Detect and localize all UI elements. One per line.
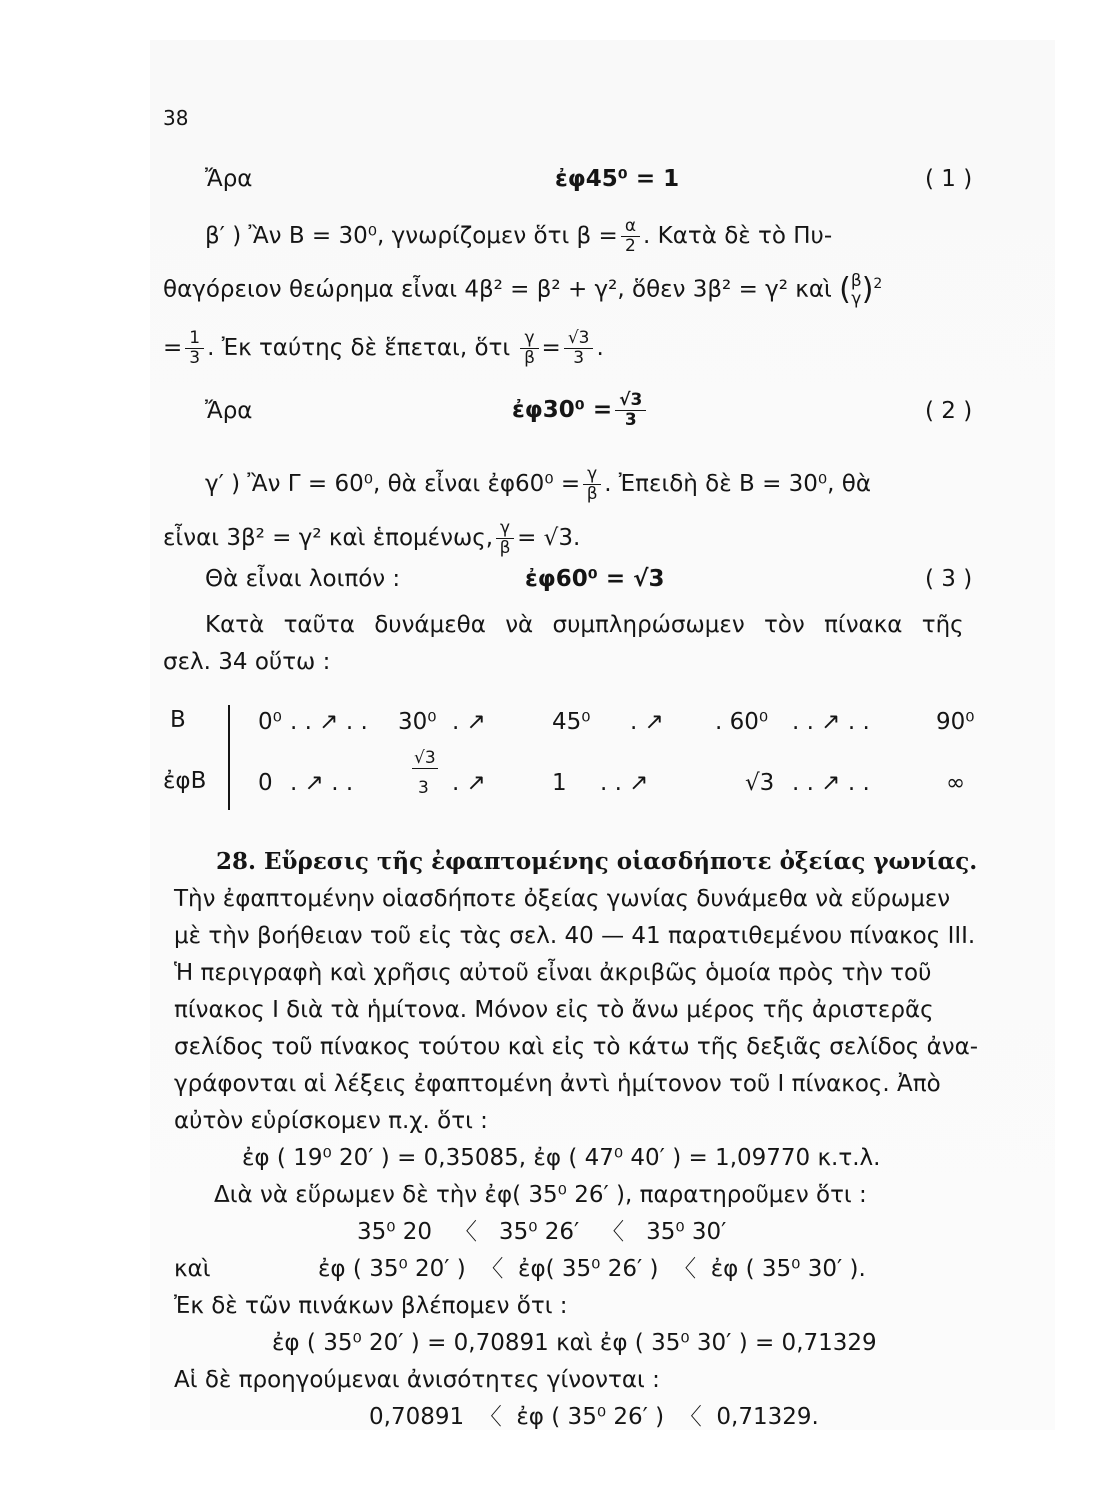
example-line-8: 0,70891 〈 ἐφ ( 35⁰ 26′ ) 〈 0,71329. <box>369 1404 819 1430</box>
frac-num: √3 <box>615 392 646 411</box>
einai-suffix: = √3. <box>517 525 581 551</box>
example-line-4: ἐφ ( 35⁰ 20′ ) 〈 ἐφ( 35⁰ 26′ ) 〈 ἐφ ( 35⁰ 30′ ). <box>318 1256 866 1282</box>
text-line-einai <box>163 520 580 557</box>
cell-arrow-1: . . ↗ . . <box>290 709 368 735</box>
example-line-4-left: καὶ <box>174 1256 211 1282</box>
cell-60deg: . 60⁰ <box>715 709 769 735</box>
eq-sign: = <box>163 335 183 361</box>
cell-arrow-7: . . ↗ <box>600 770 649 796</box>
cell-arrow-2: . ↗ <box>452 709 486 735</box>
exponent: 2 <box>873 275 883 292</box>
para2-line-7: αὐτὸν εὑρίσκομεν π.χ. ὅτι : <box>174 1108 488 1134</box>
fraction-sqrt3-3-b <box>615 392 646 429</box>
cell-45deg: 45⁰ <box>552 709 591 735</box>
example-line-7: Αἱ δὲ προηγούμεναι ἀνισότητες γίνονται : <box>174 1367 660 1393</box>
para2-line-5: σελίδος τοῦ πίνακος τούτου καὶ εἰς τὸ κάτω τῆς δεξιᾶς σελίδος ἀνα- <box>174 1034 979 1060</box>
frac-num: √3 <box>564 330 594 349</box>
cell-tan0: 0 <box>258 770 273 796</box>
table-row-tangents <box>0 748 1095 800</box>
frac-num: γ <box>496 520 514 539</box>
cell-arrow-3: . ↗ <box>630 709 664 735</box>
fraction-gamma-beta-2 <box>583 466 601 503</box>
cell-arrow-4: . . ↗ . . <box>792 709 870 735</box>
cell-arrow-6: . ↗ <box>452 770 486 796</box>
para2-line-4: πίνακος Ι διὰ τὰ ἡμίτονα. Μόνον εἰς τὸ ἄνω μέρος τῆς ἀριστερᾶς <box>174 997 934 1023</box>
cell-arrow-8: . . ↗ . . <box>792 770 870 796</box>
frac-num: 1 <box>185 330 204 349</box>
section-heading <box>216 850 977 873</box>
cell-tan30-den: 3 <box>418 778 429 798</box>
cell-90deg: 90⁰ <box>936 709 975 735</box>
cell-tan90: ∞ <box>946 770 966 796</box>
para1-line-1: Κατὰ ταῦτα δυνάμεθα νὰ συμπληρώσωμεν τὸν πίνακα τῆς <box>205 612 964 638</box>
example-line-3: 35⁰ 20 〈 35⁰ 26′ 〈 35⁰ 30′ <box>357 1219 727 1245</box>
example-line-1: ἐφ ( 19⁰ 20′ ) = 0,35085, ἐφ ( 47⁰ 40′ ) = 1,09770 κ.τ.λ. <box>242 1145 881 1171</box>
fraction-gamma-beta-3 <box>496 520 514 557</box>
fraction-1-3 <box>185 330 204 367</box>
cell-arrow-5: . ↗ . . <box>290 770 354 796</box>
frac-num: γ <box>583 466 601 485</box>
example-line-6: ἐφ ( 35⁰ 20′ ) = 0,70891 καὶ ἐφ ( 35⁰ 30′ ) = 0,71329 <box>272 1330 877 1356</box>
para2-line-1: Τὴν ἐφαπτομένην οἱασδήποτε ὀξείας γωνίας δυνάμεθα νὰ εὕρωμεν <box>174 886 951 912</box>
cell-tan60: √3 <box>745 770 775 796</box>
cell-tan30-num: √3 <box>414 748 436 768</box>
page-number: 38 <box>163 106 189 130</box>
beta-prefix: β′ ) Ἂν Β = 30⁰, γνωρίζομεν ὅτι β = <box>205 223 618 249</box>
cell-tan45: 1 <box>552 770 567 796</box>
einai-prefix: εἶναι 3β² = γ² καὶ ἑπομένως, <box>163 525 494 551</box>
ara-label-1: Ἄρα <box>205 166 253 192</box>
cell-30deg: 30⁰ <box>398 709 437 735</box>
period: . <box>596 335 604 361</box>
para2-line-3: Ἡ περιγραφὴ καὶ χρῆσις αὐτοῦ εἶναι ἀκριβῶς ὁμοία πρὸς τὴν τοῦ <box>174 960 932 986</box>
para1-line-2: σελ. 34 οὕτω : <box>163 649 331 675</box>
frac-den: 3 <box>573 348 585 368</box>
section-title: Εὕρεσις τῆς ἐφαπτομένης οἱασδήποτε ὀξείας γωνίας. <box>264 848 978 875</box>
text-line-ratio <box>163 330 604 367</box>
text-line-gamma <box>205 466 871 503</box>
paren-close: ) <box>861 272 874 307</box>
example-line-5: Ἐκ δὲ τῶν πινάκων βλέπομεν ὅτι : <box>174 1293 568 1319</box>
frac-den: 2 <box>625 236 636 256</box>
tan30-text: ἐφ30⁰ = <box>512 397 613 423</box>
paren-num: β <box>850 271 862 291</box>
equation-number-1: ( 1 ) <box>925 166 973 192</box>
example-line-2: Διὰ νὰ εὕρωμεν δὲ τὴν ἐφ( 35⁰ 26′ ), παρατηροῦμεν ὅτι : <box>214 1182 867 1208</box>
equation-number-3: ( 3 ) <box>925 566 973 592</box>
paren-open: ( <box>839 272 851 307</box>
table-label-tanb: ἐφΒ <box>163 768 207 794</box>
frac-num: α <box>621 218 640 237</box>
para2-line-6: γράφονται αἱ λέξεις ἐφαπτομένη ἀντὶ ἡμίτονον τοῦ Ι πίνακος. Ἀπὸ <box>174 1071 941 1097</box>
ara-label-2: Ἄρα <box>205 398 253 424</box>
table-label-b: Β <box>170 707 186 733</box>
text-line-pythagoras <box>163 272 882 308</box>
formula-tan45: ἐφ45⁰ = 1 <box>555 166 680 192</box>
pyth-text: θαγόρειον θεώρημα εἶναι 4β² = β² + γ², ὅθεν 3β² = γ² καὶ <box>163 276 832 303</box>
frac-num: γ <box>520 330 538 349</box>
frac-den: 3 <box>624 410 637 430</box>
frac-den: β <box>499 538 511 558</box>
beta-suffix: . Κατὰ δὲ τὸ Πυ- <box>643 223 833 249</box>
fraction-alpha-2 <box>621 218 640 255</box>
formula-tan60: ἐφ60⁰ = √3 <box>525 566 665 592</box>
frac-den: 3 <box>189 348 201 368</box>
ratio-text: . Ἐκ ταύτης δὲ ἕπεται, ὅτι <box>207 335 511 361</box>
text-line-beta <box>205 218 832 255</box>
fraction-sqrt3-3 <box>564 330 594 367</box>
formula-tan30 <box>512 392 649 429</box>
cell-0deg: 0⁰ <box>258 709 282 735</box>
table-row-angles <box>0 709 1095 739</box>
frac-den: β <box>524 348 535 368</box>
fraction-beta-gamma <box>851 272 862 308</box>
eq-sign-2: = <box>541 335 561 361</box>
fraction-gamma-beta <box>520 330 538 367</box>
equation-number-2: ( 2 ) <box>925 398 973 424</box>
gamma-prefix: γ′ ) Ἂν Γ = 60⁰, θὰ εἶναι ἐφ60⁰ = <box>205 471 581 497</box>
para2-line-2: μὲ τὴν βοήθειαν τοῦ εἰς τὰς σελ. 40 — 41 παρατιθεμένου πίνακος ΙΙΙ. <box>174 923 976 949</box>
section-number: 28. <box>216 848 257 875</box>
paren-den: γ <box>851 289 862 309</box>
frac-den: β <box>586 484 598 504</box>
gamma-suffix: . Ἐπειδὴ δὲ Β = 30⁰, θὰ <box>604 471 872 497</box>
tha-label: Θὰ εἶναι λοιπόν : <box>205 566 401 592</box>
